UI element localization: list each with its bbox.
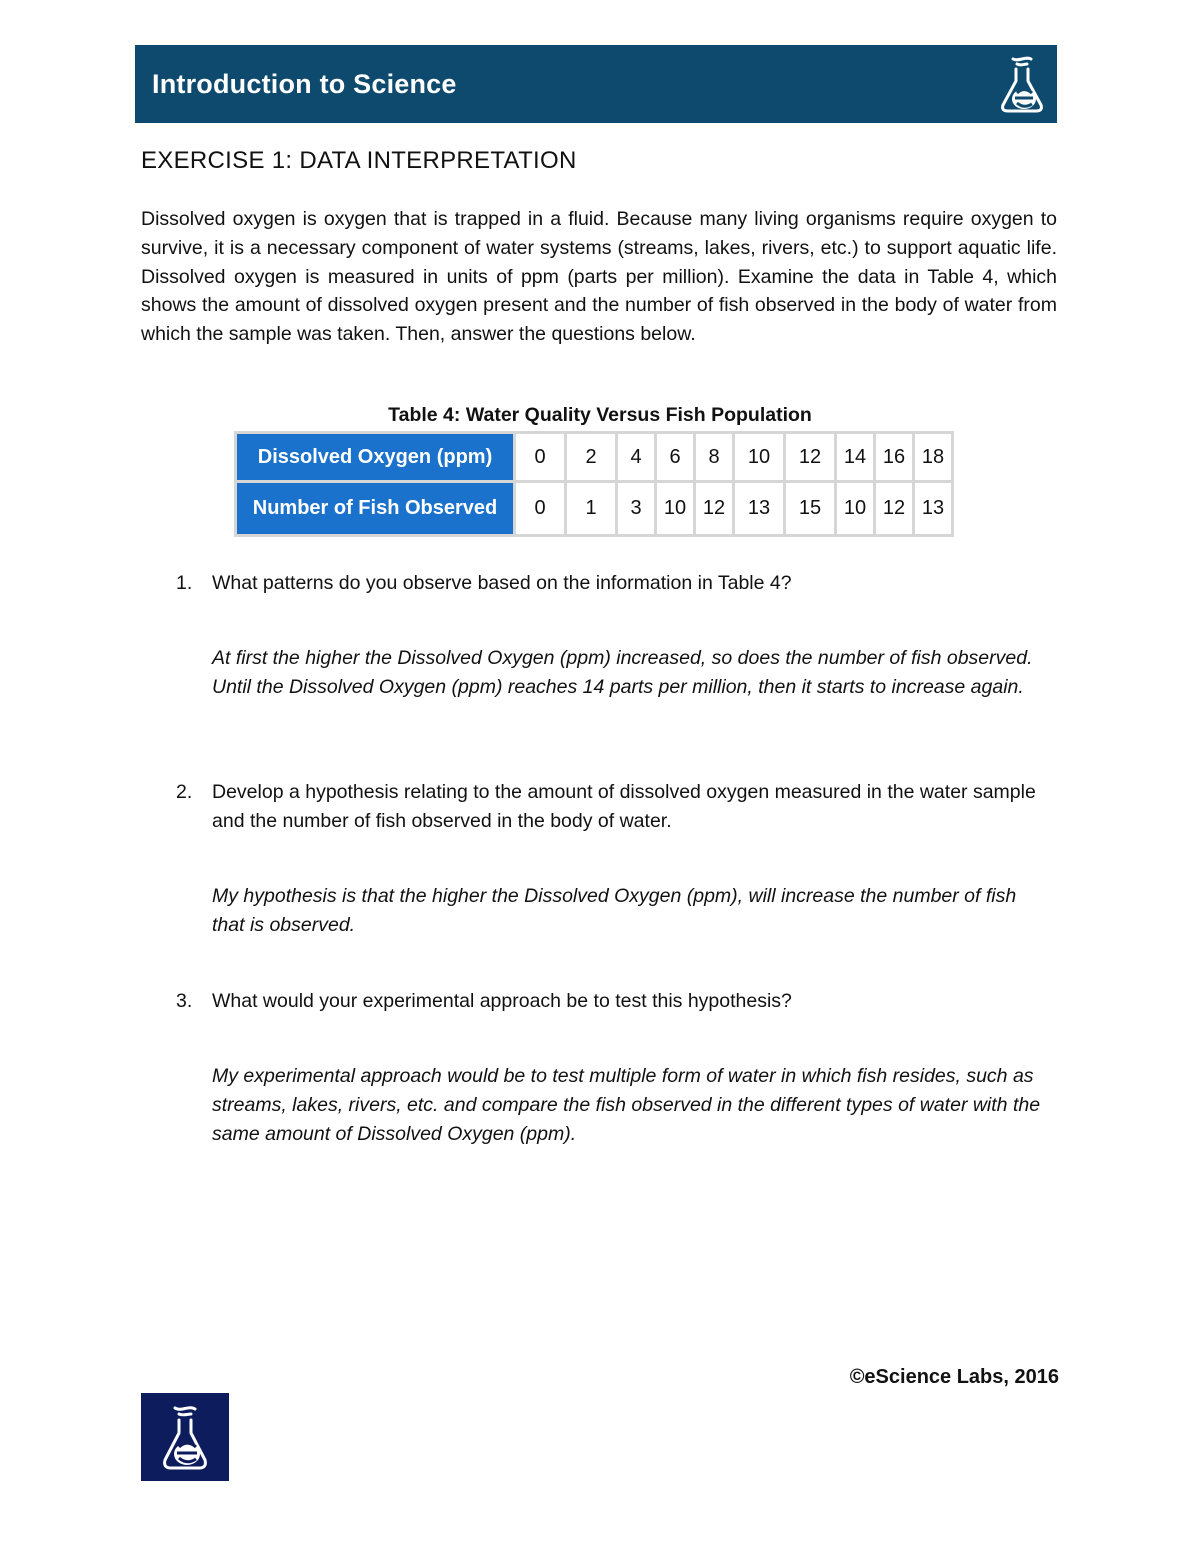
question-text: What patterns do you observe based on the information in Table 4? <box>212 572 792 594</box>
question-text: What would your experimental approach be to test this hypothesis? <box>212 990 792 1012</box>
table-cell: 12 <box>696 483 732 534</box>
table-cell: 0 <box>516 483 564 534</box>
table-cell: 18 <box>915 434 951 480</box>
table-cell: 8 <box>696 434 732 480</box>
answer-3: My experimental approach would be to test multiple form of water in which fish resides, such as streams, lakes, rivers, etc. and compare the fish observed in the different types of water with the same amount of Dissolved Oxygen (ppm). <box>212 1065 1041 1145</box>
question-number: 2. <box>176 781 193 803</box>
table-cell: 2 <box>567 434 615 480</box>
table-cell: 10 <box>837 483 873 534</box>
flask-e-logo-icon <box>999 53 1045 115</box>
intro-paragraph: Dissolved oxygen is oxygen that is trapped in a fluid. Because many living organisms require oxygen to survive, it is a necessary component of water systems (streams, lakes, rivers, etc.) to support aquatic life. Dissolved oxygen is measured in units of ppm (parts per million). Examine the data in Table 4, which shows the amount of dissolved oxygen present and the number of fish observed in the body of water from which the sample was taken. Then, answer the questions below. <box>141 208 1057 346</box>
table-row <box>237 434 951 480</box>
header-title: Introduction to Science <box>152 69 457 99</box>
data-table <box>234 431 954 537</box>
table-cell: 10 <box>735 434 783 480</box>
table-cell: 15 <box>786 483 834 534</box>
table-cell: 1 <box>567 483 615 534</box>
answer-2: My hypothesis is that the higher the Dissolved Oxygen (ppm), will increase the number of fish that is observed. <box>212 885 1017 936</box>
table-cell: 4 <box>618 434 654 480</box>
row-header-fish-observed: Number of Fish Observed <box>237 483 513 534</box>
table-cell: 14 <box>837 434 873 480</box>
table-row <box>237 483 951 534</box>
table-cell: 6 <box>657 434 693 480</box>
row-header-dissolved-oxygen: Dissolved Oxygen (ppm) <box>237 434 513 480</box>
footer-logo <box>141 1393 229 1481</box>
table-caption: Table 4: Water Quality Versus Fish Population <box>388 404 812 426</box>
table-cell: 13 <box>735 483 783 534</box>
question-text: Develop a hypothesis relating to the amount of dissolved oxygen measured in the water sample and the number of fish observed in the body of water. <box>212 781 1036 832</box>
question-number: 3. <box>176 990 193 1012</box>
table-cell: 13 <box>915 483 951 534</box>
table-cell: 3 <box>618 483 654 534</box>
copyright: ©eScience Labs, 2016 <box>849 1366 1059 1388</box>
table-cell: 12 <box>876 483 912 534</box>
flask-e-logo-icon <box>161 1402 209 1472</box>
exercise-title: EXERCISE 1: DATA INTERPRETATION <box>141 147 577 174</box>
question-number: 1. <box>176 572 193 594</box>
header-band <box>135 45 1057 123</box>
table-cell: 0 <box>516 434 564 480</box>
table-cell: 16 <box>876 434 912 480</box>
table-cell: 12 <box>786 434 834 480</box>
answer-1: At first the higher the Dissolved Oxygen (ppm) increased, so does the number of fish observed. Until the Dissolved Oxygen (ppm) reaches 14 parts per million, then it starts to increase again. <box>212 647 1033 698</box>
table-cell: 10 <box>657 483 693 534</box>
